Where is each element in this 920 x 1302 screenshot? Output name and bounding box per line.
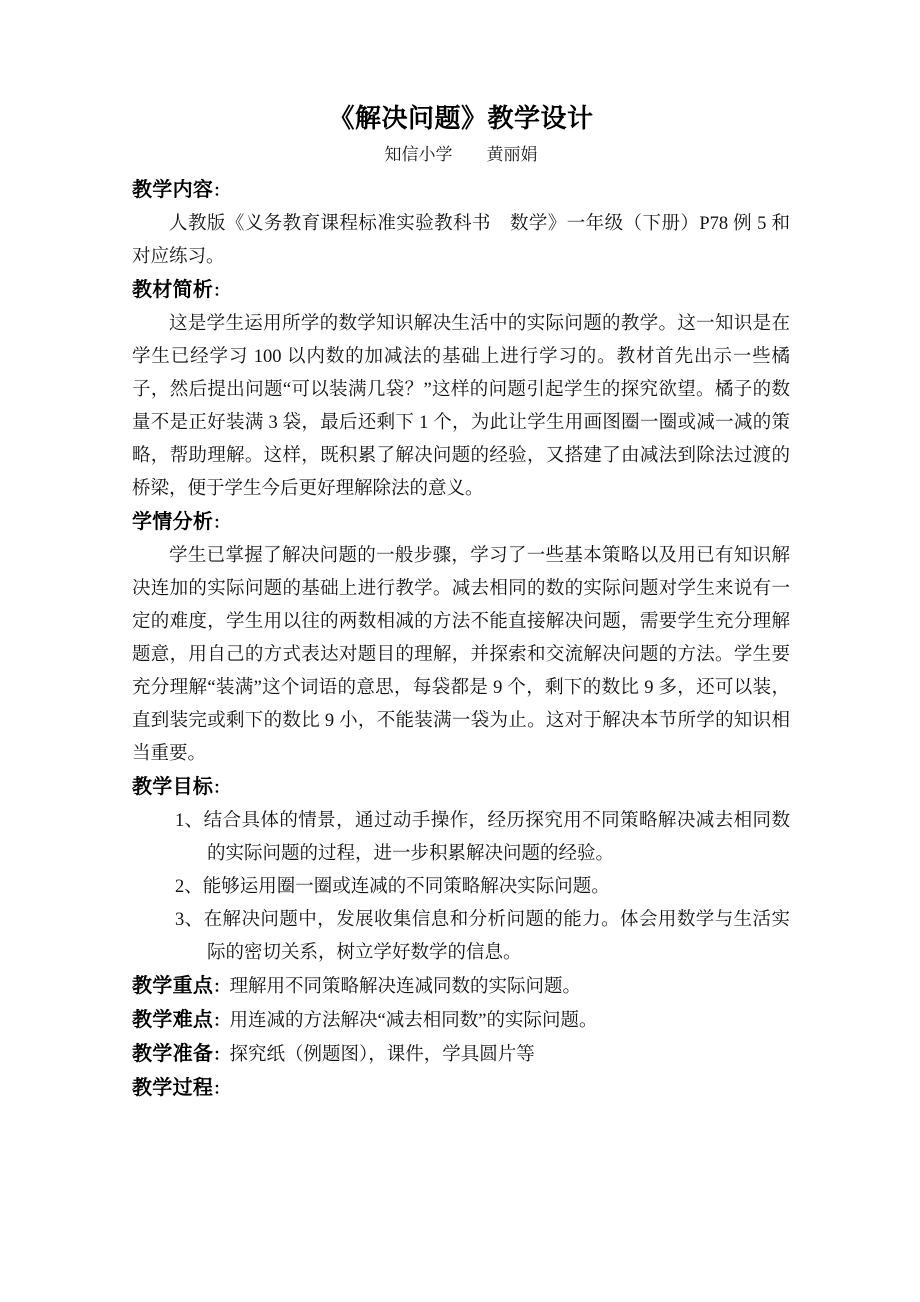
section-label-colon: ： [213, 979, 230, 996]
section-heading-objectives [132, 771, 790, 805]
section-row-key-point [132, 970, 790, 1004]
document-body [132, 100, 790, 1106]
section-heading-student-analysis [132, 506, 790, 540]
section-heading-material-analysis [132, 274, 790, 308]
section-heading-colon: ： [213, 183, 230, 200]
section-heading-teaching-content [132, 174, 790, 208]
section-row-difficulty [132, 1004, 790, 1038]
section-heading-colon: ： [213, 1081, 230, 1098]
section-label-colon: ： [213, 1013, 230, 1030]
section-body-teaching-content: 人教版《义务教育课程标准实验教科书 数学》一年级（下册）P78 例 5 和对应练习。 [132, 214, 790, 267]
section-label-preparation [132, 1043, 230, 1065]
section-text-key-point: 理解用不同策略解决连减同数的实际问题。 [229, 977, 582, 997]
section-heading-text: 教学内容 [132, 179, 214, 201]
section-label-key-point [132, 975, 230, 997]
list-item: 2、能够运用圈一圈或连减的不同策略解决实际问题。 [175, 877, 610, 897]
list-item: 1、结合具体的情景，通过动手操作，经历探究用不同策略解决减去相同数的实际问题的过程，进一步积累解决问题的经验。 [175, 811, 790, 864]
list-item: 3、在解决问题中，发展收集信息和分析问题的能力。体会用数学与生活实际的密切关系，树立学好数学的信息。 [175, 910, 790, 963]
section-label-colon: ： [213, 1047, 230, 1064]
section-text-difficulty: 用连减的方法解决“减去相同数”的实际问题。 [229, 1011, 598, 1031]
section-heading-process [132, 1072, 790, 1106]
section-heading-colon: ： [213, 283, 230, 300]
section-body-material-analysis: 这是学生运用所学的数学知识解决生活中的实际问题的教学。这一知识是在学生已经学习 100 以内数的加减法的基础上进行学习的。教材首先出示一些橘子，然后提出问题“可以装满几袋？”这样的问题引起学生的探究欲望。橘子的数量不是正好装满 3 袋，最后还剩下 1 个，为此让学生用画图圈一圈或减一减的策略，帮助理解。这样，既积累了解决问题的经验，又搭建了由减法到除法过渡的桥梁，便于学生今后更好理解除法的意义。 [132, 314, 790, 499]
section-label-difficulty [132, 1009, 230, 1031]
document-byline: 知信小学 黄丽娟 [384, 145, 538, 164]
section-heading-colon: ： [213, 515, 230, 532]
section-row-preparation [132, 1038, 790, 1072]
section-heading-colon: ： [213, 780, 230, 797]
section-label-text: 教学准备 [132, 1043, 214, 1065]
page-title: 《解决问题》教学设计 [328, 103, 594, 133]
section-heading-text: 教学目标 [132, 776, 214, 798]
section-label-text: 教学重点 [132, 975, 214, 997]
section-heading-text: 学情分析 [132, 511, 214, 533]
objectives-list [132, 805, 790, 970]
section-body-student-analysis: 学生已掌握了解决问题的一般步骤，学习了一些基本策略以及用已有知识解决连加的实际问题的基础上进行教学。减去相同的数的实际问题对学生来说有一定的难度，学生用以往的两数相减的方法不能直接解决问题，需要学生充分理解题意，用自己的方式表达对题目的理解，并探索和交流解决问题的方法。学生要充分理解“装满”这个词语的意思，每袋都是 9 个，剩下的数比 9 多，还可以装，直到装完或剩下的数比 9 小，不能装满一袋为止。这对于解决本节所学的知识相当重要。 [132, 546, 790, 764]
section-label-text: 教学难点 [132, 1009, 214, 1031]
section-text-preparation: 探究纸（例题图），课件，学具圆片等 [229, 1045, 535, 1065]
section-heading-text: 教学过程 [132, 1077, 214, 1099]
section-heading-text: 教材简析 [132, 279, 214, 301]
